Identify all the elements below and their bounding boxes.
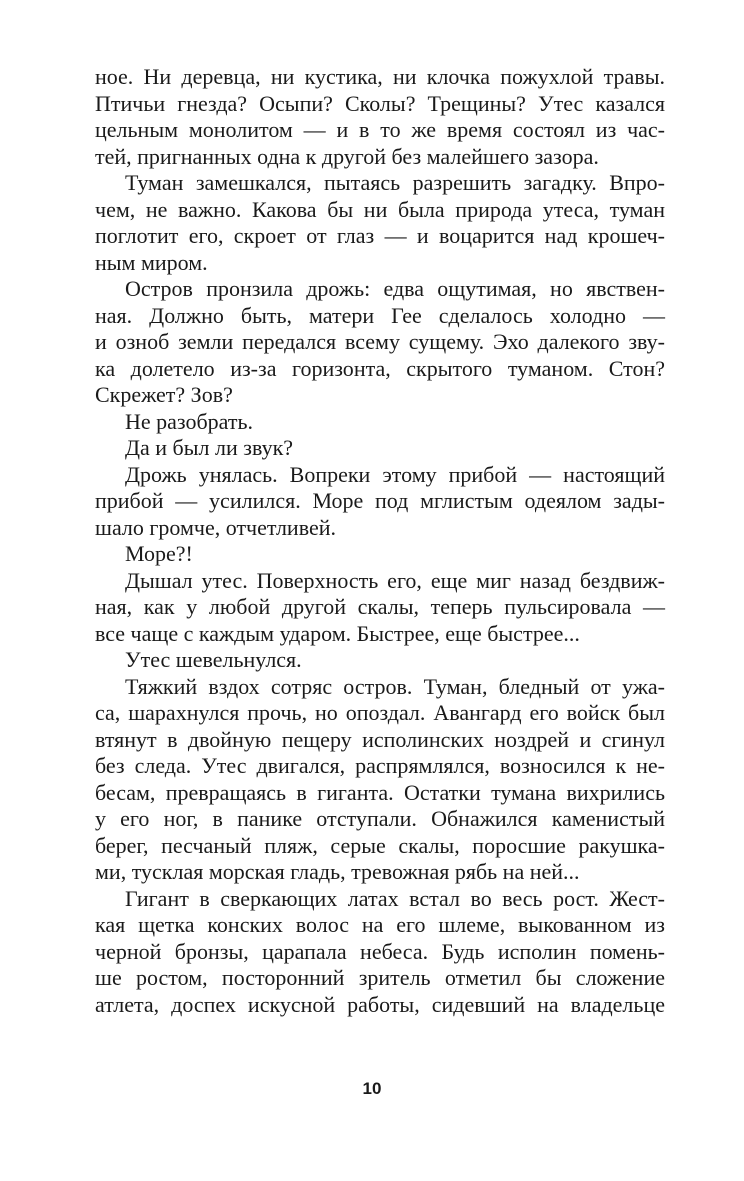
text-line: поглотит его, скроет от глаз — и воцарится над крошеч- [95,223,665,248]
body-text [95,64,665,1018]
text-line: Туман замешкался, пытаясь разрешить загадку. Впро- [125,170,665,195]
text-line: Да и был ли звук? [125,435,294,460]
text-line: ми, тусклая морская гладь, тревожная рябь на ней... [95,859,580,884]
text-line: ше ростом, посторонний зритель отметил бы сложение [95,965,665,990]
text-line: Дышал утес. Поверхность его, еще миг назад бездвиж- [125,567,665,593]
text-line: шало громче, отчетливей. [95,514,337,540]
text-line: кая щетка конских волос на его шлеме, выкованном из [95,912,665,937]
text-line: и озноб земли передался всему сущему. Эхо далекого зву- [95,329,665,354]
text-line: все чаще с каждым ударом. Быстрее, еще быстрее... [95,620,580,646]
text-line: черной бронзы, царапала небеса. Будь исполин помень- [95,938,665,964]
text-line: прибой — усилился. Море под мглистым одеялом зады- [95,488,665,513]
text-line: ным миром. [95,249,208,275]
text-line: втянут в двойную пещеру исполинских ноздрей и сгинул [95,726,665,752]
text-line: у его ног, в панике отступали. Обнажился каменистый [95,806,665,831]
text-line: Дрожь унялась. Вопреки этому прибой — настоящий [125,461,665,487]
text-line: Гигант в сверкающих латах встал во весь рост. Жест- [125,885,665,911]
text-line: берег, песчаный пляж, серые скалы, поросшие ракушка- [95,832,665,858]
page-number: 10 [362,1079,382,1098]
text-line: ная, как у любой другой скалы, теперь пульсировала — [95,594,665,619]
text-line: Утес шевельнулся. [125,647,302,672]
text-line: ка долетело из-за горизонта, скрытого туманом. Стон? [95,355,665,381]
text-line: Море?! [125,541,193,566]
text-line: Остров пронзила дрожь: едва ощутимая, но явствен- [125,276,665,301]
text-line: без следа. Утес двигался, распрямлялся, возносился к не- [95,753,665,778]
text-line: атлета, доспех искусной работы, сидевший на владельце [95,991,665,1017]
text-line: ное. Ни деревца, ни кустика, ни клочка пожухлой травы. [95,64,665,89]
text-line: чем, не важно. Какова бы ни была природа утеса, туман [95,196,665,222]
text-line: бесам, превращаясь в гиганта. Остатки тумана вихрились [95,779,665,805]
text-line: Не разобрать. [125,408,254,434]
text-line: Птичьи гнезда? Осыпи? Сколы? Трещины? Утес казался [95,90,665,116]
text-line: цельным монолитом — и в то же время состоял из час- [95,117,665,142]
text-line: Тяжкий вздох сотряс остров. Туман, бледный от ужа- [125,673,665,699]
text-line: Скрежет? Зов? [95,382,233,407]
text-line: са, шарахнулся прочь, но опоздал. Авангард его войск был [95,700,665,725]
text-line: тей, пригнанных одна к другой без малейшего зазора. [95,143,599,169]
text-line: ная. Должно быть, матери Гее сделалось холодно — [95,302,665,328]
